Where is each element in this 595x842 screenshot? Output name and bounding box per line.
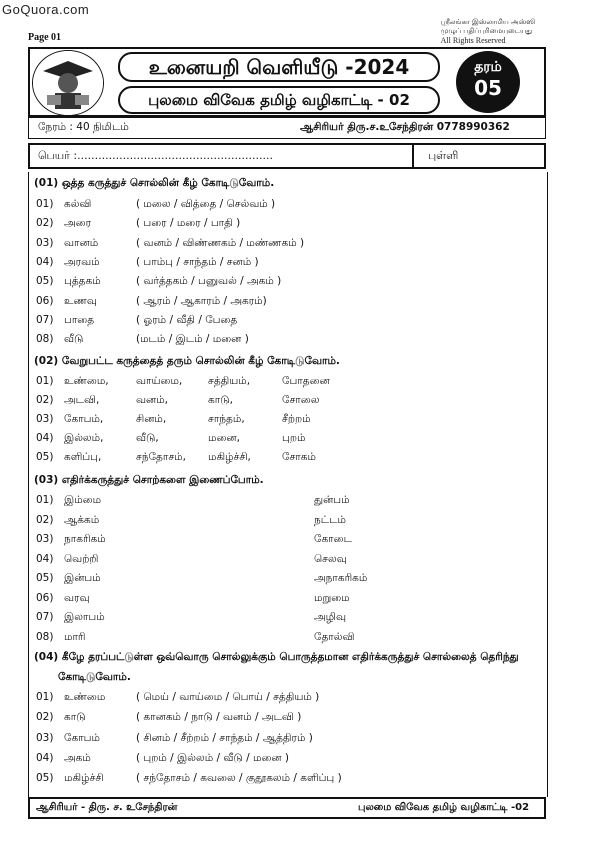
grade-value: 05: [474, 76, 502, 100]
q3-left-word: இன்பம்: [64, 572, 101, 584]
q1-item-options: ( வனம் / விண்ணகம் / மண்ணகம் ): [136, 236, 305, 249]
q3-item-number: 08): [36, 630, 54, 643]
q4-item-word: மகிழ்ச்சி: [64, 772, 104, 785]
q1-item-number: 08): [36, 333, 54, 346]
q2-item-number: 03): [36, 413, 54, 425]
q1-item-options: (மடம் / இடம் / மனை ): [136, 333, 249, 346]
q2-item-word: சத்தியம்,: [208, 375, 251, 387]
q2-item-word: சாந்தம்,: [208, 413, 245, 425]
q2-title: (02) வேறுபட்ட கருத்தைத் தரும் சொல்லின் கீழ் கோடிடுவோம்.: [34, 355, 340, 367]
rights-notice: [441, 18, 535, 45]
q3-right-word: தோல்வி: [314, 630, 355, 643]
name-field[interactable]: பெயர் :........................................................: [38, 149, 273, 162]
q3-left-word: வரவு: [64, 591, 90, 604]
q4-item-number: 04): [36, 751, 54, 764]
q3-left-word: இலாபம்: [64, 611, 105, 623]
q3-right-word: மறுமை: [314, 591, 350, 604]
q2-item-word: வனம்,: [136, 394, 169, 406]
q3-right-word: கோடை: [314, 533, 352, 545]
q3-item-number: 01): [36, 494, 54, 506]
q4-item-word: காடு: [64, 711, 86, 724]
rights-line-1: ஸ்ரீலங்கா இஸ்லாமிய அஸ்ஸி: [440, 18, 535, 26]
q4-item-number: 02): [36, 711, 54, 724]
q4-item-options: ( சந்தோசம் / கவலை / குதூகலம் / களிப்பு ): [136, 772, 342, 785]
q3-right-word: துன்பம்: [314, 494, 350, 506]
q2-item-number: 01): [36, 375, 54, 387]
rights-line-3: All Rights Reserved: [440, 36, 506, 45]
grade-badge: [456, 51, 520, 113]
q3-item-number: 04): [36, 552, 54, 565]
q4-item-options: ( கானகம் / நாடு / வனம் / அடவி ): [136, 711, 302, 724]
q3-right-word: செலவு: [314, 552, 347, 565]
q3-item-number: 03): [36, 533, 54, 545]
q3-item-number: 07): [36, 611, 54, 623]
watermark: GoQuora.com: [2, 2, 90, 17]
q4-title-line1: (04) கீழே தரப்பட்டுள்ள ஒவ்வொரு சொல்லுக்கும் பொருத்தமான எதிர்க்கருத்துச் சொல்லைத் தெரிந்து: [34, 651, 519, 663]
q2-item-word: மனை,: [208, 432, 240, 444]
logo-image: [32, 50, 104, 116]
q1-item-options: ( மலை / வித்தை / செல்வம் ): [136, 198, 276, 210]
q1-item-number: 06): [36, 294, 54, 307]
q4-item-options: ( மெய் / வாய்மை / பொய் / சத்தியம் ): [136, 691, 320, 703]
q1-item-number: 07): [36, 313, 54, 326]
q2-item-word: மகிழ்ச்சி,: [208, 451, 251, 463]
q4-item-options: ( சினம் / சீற்றம் / சாந்தம் / ஆத்திரம் ): [136, 731, 313, 744]
q2-item-number: 04): [36, 432, 54, 444]
q2-item-word: சீற்றம்: [282, 413, 311, 425]
q2-item-word: சோலை: [282, 394, 320, 406]
q4-item-word: உண்மை: [64, 691, 106, 703]
footer-teacher: ஆசிரியர் - திரு. ச. உசேந்திரன்: [36, 802, 178, 813]
q3-left-word: மாரி: [64, 630, 86, 643]
q4-item-word: அகம்: [64, 751, 91, 764]
q4-item-options: ( புறம் / இல்லம் / வீடு / மனை ): [136, 751, 289, 764]
q2-item-word: அடவி,: [64, 394, 100, 406]
rights-line-2: முழுப் பதிப்புரிமையுடையது: [440, 27, 533, 35]
q1-item-word: உணவு: [64, 294, 97, 307]
q2-item-word: களிப்பு,: [64, 451, 102, 463]
q3-item-number: 02): [36, 513, 54, 526]
q4-title-line2: கோடிடுவோம்.: [58, 671, 131, 683]
q2-item-word: இல்லம்,: [64, 432, 104, 444]
q3-right-word: அநாகரிகம்: [314, 572, 368, 584]
q2-item-word: வாய்மை,: [136, 375, 183, 387]
q3-left-word: வெற்றி: [64, 552, 99, 565]
marks-field[interactable]: புள்ளி: [428, 149, 459, 162]
page-label: Page 01: [28, 32, 62, 43]
footer-guide-title: புலமை விவேக தமிழ் வழிகாட்டி -02: [358, 802, 530, 813]
time-allowed: நேரம் : 40 நிமிடம்: [38, 121, 129, 133]
q1-item-number: 01): [36, 198, 54, 210]
q1-title: (01) ஒத்த கருத்துச் சொல்லின் கீழ் கோடிடுவோம்.: [34, 177, 275, 189]
q2-item-word: சோகம்: [282, 451, 316, 463]
q4-item-word: கோபம்: [64, 731, 100, 744]
q1-item-word: வீடு: [64, 333, 84, 346]
q1-item-word: வானம்: [64, 236, 99, 249]
q1-item-number: 04): [36, 255, 54, 268]
q4-item-number: 03): [36, 731, 54, 744]
q1-item-options: ( ஆரம் / ஆகாரம் / அகரம்): [136, 294, 267, 307]
q3-left-word: இம்மை: [64, 494, 102, 506]
grade-label: தரம்: [474, 59, 502, 75]
q1-item-options: ( பாம்பு / சாந்தம் / சனம் ): [136, 255, 259, 268]
q3-item-number: 06): [36, 591, 54, 604]
q1-item-word: புத்தகம்: [64, 275, 101, 288]
name-divider: [412, 143, 414, 169]
q3-left-word: நாகரிகம்: [64, 533, 106, 545]
q1-item-word: அரை: [64, 217, 92, 230]
q2-item-number: 02): [36, 394, 54, 406]
q3-right-word: நட்டம்: [314, 513, 346, 526]
q2-item-word: வீடு,: [136, 432, 159, 444]
q2-item-word: காடு,: [208, 394, 233, 406]
q3-right-word: அழிவு: [314, 611, 347, 623]
q2-item-word: போதனை: [282, 375, 330, 387]
q1-item-word: கல்வி: [64, 198, 92, 210]
q3-item-number: 05): [36, 572, 54, 584]
q1-item-word: அரவம்: [64, 255, 100, 268]
q1-item-number: 05): [36, 275, 54, 288]
q1-item-options: ( ஓரம் / வீதி / பேதை: [136, 313, 238, 326]
q2-item-number: 05): [36, 451, 54, 463]
q1-item-options: ( வர்த்தகம் / பனுவல் / அகம் ): [136, 275, 282, 288]
q3-title: (03) எதிர்க்கருத்துச் சொற்களை இணைப்போம்.: [34, 474, 264, 486]
guide-title: புலமை விவேக தமிழ் வழிகாட்டி - 02: [118, 86, 440, 114]
q4-item-number: 01): [36, 691, 54, 703]
series-title: உனையறி வெளியீடு -2024: [118, 52, 440, 82]
q2-item-word: சந்தோசம்,: [136, 451, 186, 463]
q1-item-word: பாதை: [64, 313, 95, 326]
q4-item-number: 05): [36, 772, 54, 785]
q2-item-word: கோபம்,: [64, 413, 104, 425]
teacher-info: ஆசிரியர் திரு.ச.உசேந்திரன் 0778990362: [300, 121, 510, 133]
q2-item-word: உண்மை,: [64, 375, 109, 387]
q3-left-word: ஆக்கம்: [64, 513, 100, 526]
q1-item-number: 03): [36, 236, 54, 249]
q1-item-options: ( பரை / மரை / பாதி ): [136, 217, 241, 230]
q2-item-word: சினம்,: [136, 413, 167, 425]
q2-item-word: புறம்: [282, 432, 306, 444]
q1-item-number: 02): [36, 217, 54, 230]
